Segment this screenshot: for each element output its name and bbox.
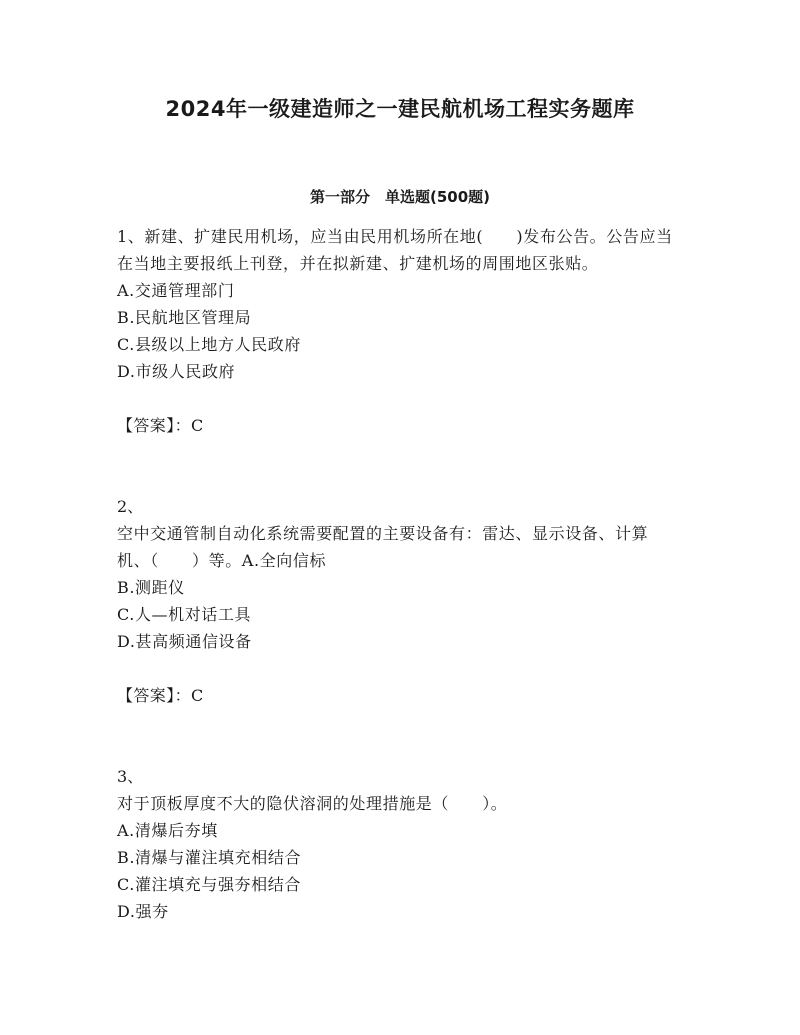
- document-title: 2024年一级建造师之一建民航机场工程实务题库: [165, 97, 635, 121]
- section-title: 第一部分 单选题(500题): [309, 188, 491, 206]
- question-stem: 空中交通管制自动化系统需要配置的主要设备有：雷达、显示设备、计算机、（ ）等。A.全向信标: [117, 524, 649, 570]
- option-c: C.灌注填充与强夯相结合: [117, 875, 301, 894]
- question-stem: 1、新建、扩建民用机场，应当由民用机场所在地( )发布公告。公告应当在当地主要报纸上刊登，并在拟新建、扩建机场的周围地区张贴。: [117, 227, 673, 273]
- answer-line: 【答案】：C: [117, 416, 204, 435]
- option-a: A.交通管理部门: [117, 281, 235, 300]
- question-1: [117, 223, 677, 493]
- option-d: D.市级人民政府: [117, 362, 236, 381]
- option-b: B.清爆与灌注填充相结合: [117, 848, 302, 867]
- answer-line: 【答案】：C: [117, 686, 204, 705]
- option-b: B.测距仪: [117, 578, 185, 597]
- question-stem: 对于顶板厚度不大的隐伏溶洞的处理措施是（ ）。: [117, 794, 508, 813]
- option-d: D.甚高频通信设备: [117, 632, 252, 651]
- option-c: C.人—机对话工具: [117, 605, 252, 624]
- question-2: [117, 493, 677, 763]
- question-number: 3、: [117, 767, 144, 786]
- question-list: [117, 223, 677, 925]
- question-number: 2、: [117, 497, 144, 516]
- question-3: [117, 763, 677, 925]
- option-d: D.强夯: [117, 902, 169, 921]
- option-b: B.民航地区管理局: [117, 308, 252, 327]
- option-c: C.县级以上地方人民政府: [117, 335, 301, 354]
- option-a: A.清爆后夯填: [117, 821, 218, 840]
